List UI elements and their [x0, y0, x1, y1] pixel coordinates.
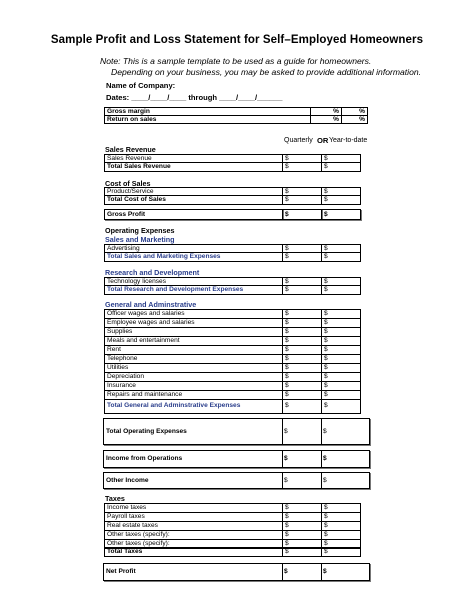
- document-title: Sample Profit and Loss Statement for Self–Employed Homeowners: [50, 34, 424, 46]
- technology-licenses-ytd: $: [321, 277, 361, 286]
- tax-row: Other taxes (specify):: [104, 539, 283, 549]
- company-label: Name of Company:: [106, 81, 176, 90]
- total-sales-revenue-quarterly: $: [282, 162, 322, 172]
- general-admin-ytd: $: [321, 336, 361, 346]
- total-operating-quarterly: $: [282, 419, 322, 444]
- general-admin-ytd: $: [321, 354, 361, 364]
- sales-revenue-ytd: $: [321, 154, 361, 163]
- sales-revenue-row: Sales Revenue: [104, 154, 283, 163]
- tax-row: Other taxes (specify):: [104, 530, 283, 540]
- technology-licenses-row: Technology licenses: [104, 277, 283, 286]
- general-admin-ytd: $: [321, 363, 361, 373]
- dates-label: Dates: ____/____/____ through ____/____/______: [106, 93, 283, 102]
- total-cost-of-sales-ytd: $: [321, 195, 361, 205]
- general-admin-ytd: $: [321, 327, 361, 337]
- advertising-ytd: $: [321, 244, 361, 253]
- technology-licenses-quarterly: $: [282, 277, 322, 286]
- total-general-admin-quarterly: $: [282, 399, 322, 414]
- tax-ytd: $: [321, 521, 361, 531]
- general-admin-quarterly: $: [282, 318, 322, 328]
- gross-profit-label: Gross Profit: [104, 209, 283, 220]
- other-income-quarterly: $: [282, 473, 322, 488]
- general-admin-ytd: $: [321, 381, 361, 391]
- general-admin-row: Meals and entertainment: [104, 336, 283, 346]
- total-taxes-quarterly: $: [282, 547, 322, 557]
- general-admin-row: Repairs and maintenance: [104, 390, 283, 400]
- general-admin-row: Employee wages and salaries: [104, 318, 283, 328]
- operating-expenses-heading: Operating Expenses: [105, 226, 175, 235]
- general-admin-row: Supplies: [104, 327, 283, 337]
- advertising-row: Advertising: [104, 244, 283, 253]
- general-admin-quarterly: $: [282, 336, 322, 346]
- ytd-header: Year-to-date: [329, 137, 368, 144]
- general-admin-quarterly: $: [282, 372, 322, 382]
- tax-row: Income taxes: [104, 503, 283, 513]
- general-admin-ytd: $: [321, 318, 361, 328]
- general-admin-quarterly: $: [282, 309, 322, 319]
- general-admin-row: Utilities: [104, 363, 283, 373]
- note-line-1: Note: This is a sample template to be used as a guide for homeowners.: [100, 56, 372, 66]
- total-research-ytd: $: [321, 285, 361, 295]
- quarterly-header: Quarterly: [284, 137, 313, 144]
- general-admin-quarterly: $: [282, 354, 322, 364]
- total-sales-revenue-ytd: $: [321, 162, 361, 172]
- general-admin-heading: General and Adminstrative: [105, 300, 197, 309]
- tax-row: Payroll taxes: [104, 512, 283, 522]
- total-sales-marketing: Total Sales and Marketing Expenses: [104, 252, 283, 262]
- taxes-heading: Taxes: [105, 494, 125, 503]
- net-profit-quarterly: $: [282, 564, 322, 580]
- other-income-label: Other Income: [104, 473, 283, 488]
- tax-quarterly: $: [282, 512, 322, 522]
- return-on-sales-quarterly: %: [310, 115, 342, 124]
- tax-ytd: $: [321, 512, 361, 522]
- general-admin-ytd: $: [321, 372, 361, 382]
- tax-quarterly: $: [282, 530, 322, 540]
- general-admin-row: Officer wages and salaries: [104, 309, 283, 319]
- income-operations-ytd: $: [323, 455, 327, 462]
- general-admin-ytd: $: [321, 345, 361, 355]
- advertising-quarterly: $: [282, 244, 322, 253]
- total-general-admin-ytd: $: [321, 399, 361, 414]
- total-cost-of-sales-quarterly: $: [282, 195, 322, 205]
- research-heading: Research and Development: [105, 268, 200, 277]
- cost-of-sales-heading: Cost of Sales: [105, 179, 151, 188]
- total-taxes-ytd: $: [321, 547, 361, 557]
- total-taxes: Total Taxes: [104, 547, 283, 557]
- general-admin-quarterly: $: [282, 345, 322, 355]
- sales-revenue-heading: Sales Revenue: [105, 145, 156, 154]
- general-admin-row: Depreciation: [104, 372, 283, 382]
- gross-margin-quarterly: %: [310, 107, 342, 116]
- cost-of-sales-ytd: $: [321, 187, 361, 196]
- general-admin-quarterly: $: [282, 381, 322, 391]
- total-operating-ytd: $: [323, 428, 327, 435]
- income-operations-quarterly: $: [282, 451, 322, 467]
- gross-profit-quarterly: $: [282, 209, 322, 220]
- gross-profit-ytd: $: [321, 209, 361, 220]
- net-profit-ytd: $: [323, 568, 327, 575]
- total-research-quarterly: $: [282, 285, 322, 295]
- general-admin-quarterly: $: [282, 327, 322, 337]
- total-sales-marketing-ytd: $: [321, 252, 361, 262]
- general-admin-quarterly: $: [282, 363, 322, 373]
- cost-of-sales-quarterly: $: [282, 187, 322, 196]
- net-profit-label: Net Profit: [104, 564, 283, 580]
- tax-ytd: $: [321, 530, 361, 540]
- tax-ytd: $: [321, 503, 361, 513]
- total-cost-of-sales: Total Cost of Sales: [104, 195, 283, 205]
- gross-margin-ytd: %: [341, 107, 368, 116]
- general-admin-quarterly: $: [282, 390, 322, 400]
- total-sales-revenue: Total Sales Revenue: [104, 162, 283, 172]
- note-text: [100, 56, 421, 77]
- or-header: OR: [317, 136, 329, 145]
- general-admin-ytd: $: [321, 390, 361, 400]
- other-income-ytd: $: [323, 477, 327, 484]
- return-on-sales-label: Return on sales: [104, 115, 311, 124]
- return-on-sales-ytd: %: [341, 115, 368, 124]
- income-operations-label: Income from Operations: [104, 451, 283, 467]
- sales-marketing-heading: Sales and Marketing: [105, 235, 175, 244]
- general-admin-row: Rent: [104, 345, 283, 355]
- tax-quarterly: $: [282, 539, 322, 549]
- gross-margin-label: Gross margin: [104, 107, 311, 116]
- general-admin-row: Telephone: [104, 354, 283, 364]
- note-line-2: Depending on your business, you may be asked to provide additional information.: [111, 66, 422, 77]
- tax-quarterly: $: [282, 503, 322, 513]
- total-general-admin: Total General and Adminstrative Expenses: [104, 399, 283, 414]
- total-sales-marketing-quarterly: $: [282, 252, 322, 262]
- sales-revenue-quarterly: $: [282, 154, 322, 163]
- tax-ytd: $: [321, 539, 361, 549]
- total-operating-label: Total Operating Expenses: [104, 419, 283, 444]
- general-admin-ytd: $: [321, 309, 361, 319]
- tax-quarterly: $: [282, 521, 322, 531]
- cost-of-sales-row: Product/Service: [104, 187, 283, 196]
- total-research: Total Research and Development Expenses: [104, 285, 283, 295]
- tax-row: Real estate taxes: [104, 521, 283, 531]
- general-admin-row: Insurance: [104, 381, 283, 391]
